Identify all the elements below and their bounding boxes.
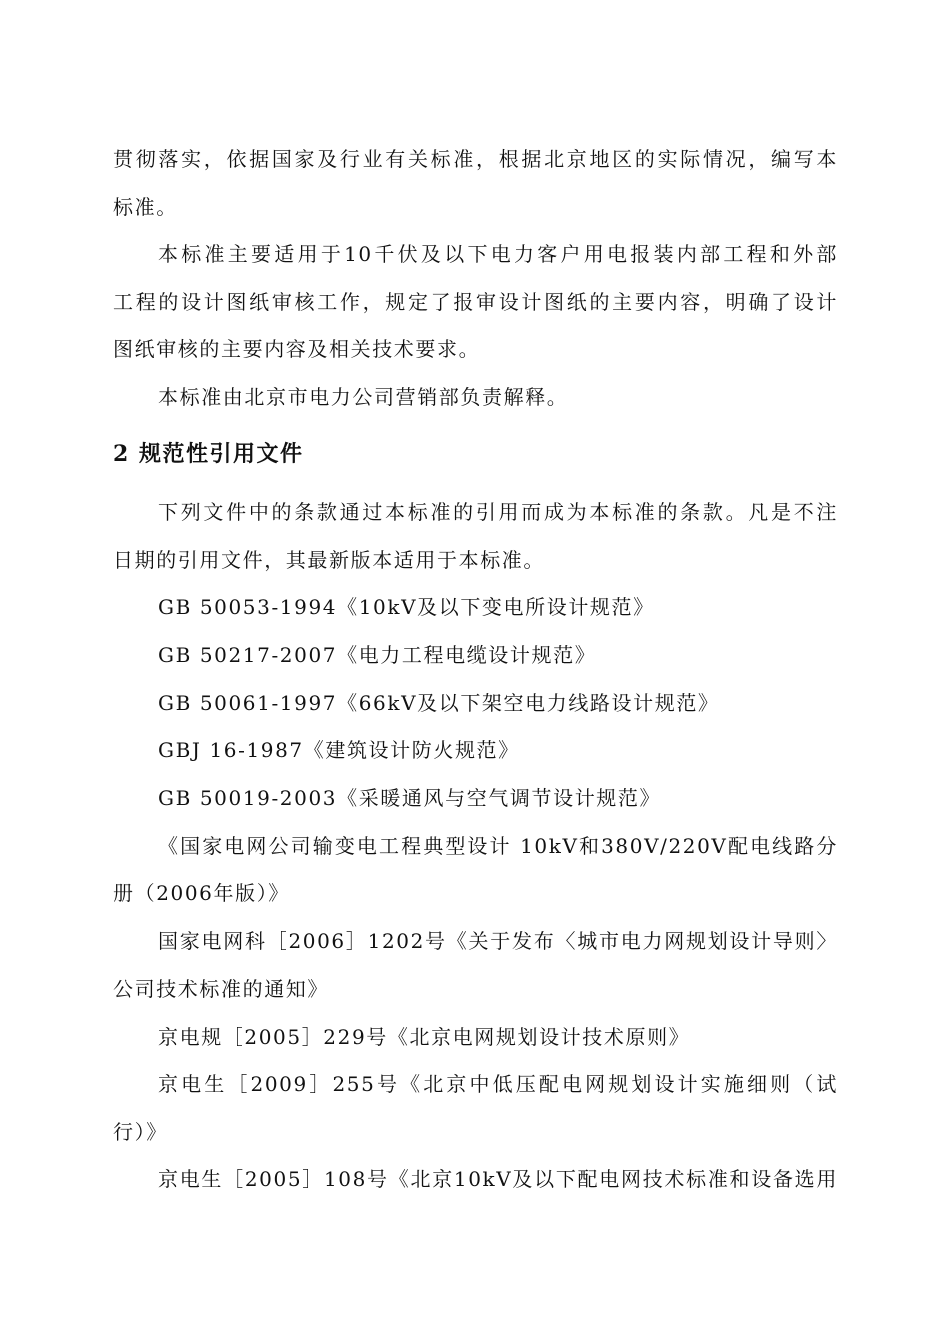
reference-item: 京电生［2005］108号《北京10kV及以下配电网技术标准和设备选用 [158, 1167, 838, 1191]
body-text-line: 本标准由北京市电力公司营销部负责解释。 [158, 385, 569, 409]
reference-item-continuation: 行）》 [113, 1120, 168, 1144]
body-text-line: 工程的设计图纸审核工作，规定了报审设计图纸的主要内容，明确了设计 [113, 290, 838, 314]
body-text-line: 标准。 [113, 195, 178, 219]
reference-item: GB 50019-2003《采暖通风与空气调节设计规范》 [158, 786, 662, 810]
body-text-line: 本标准主要适用于10千伏及以下电力客户用电报装内部工程和外部 [158, 242, 838, 266]
body-text-line: 图纸审核的主要内容及相关技术要求。 [113, 337, 481, 361]
reference-item: 京电生［2009］255号《北京中低压配电网规划设计实施细则（试 [158, 1072, 838, 1096]
reference-item: GB 50061-1997《66kV及以下架空电力线路设计规范》 [158, 691, 720, 715]
body-text-line: 下列文件中的条款通过本标准的引用而成为本标准的条款。凡是不注 [158, 500, 838, 524]
reference-item-continuation: 公司技术标准的通知》 [113, 977, 329, 1001]
body-text-line: 日期的引用文件，其最新版本适用于本标准。 [113, 548, 545, 572]
reference-item-continuation: 册（2006年版）》 [113, 881, 290, 905]
section-heading: 2 规范性引用文件 [113, 441, 304, 467]
reference-item: 《国家电网公司输变电工程典型设计 10kV和380V/220V配电线路分 [158, 834, 838, 858]
reference-item: GBJ 16-1987《建筑设计防火规范》 [158, 738, 520, 762]
reference-item: GB 50217-2007《电力工程电缆设计规范》 [158, 643, 597, 667]
body-text-line: 贯彻落实，依据国家及行业有关标准，根据北京地区的实际情况，编写本 [113, 147, 838, 171]
reference-item: GB 50053-1994《10kV及以下变电所设计规范》 [158, 595, 655, 619]
reference-item: 京电规［2005］229号《北京电网规划设计技术原则》 [158, 1025, 691, 1049]
reference-item: 国家电网科［2006］1202号《关于发布〈城市电力网规划设计导则〉 [158, 929, 838, 953]
